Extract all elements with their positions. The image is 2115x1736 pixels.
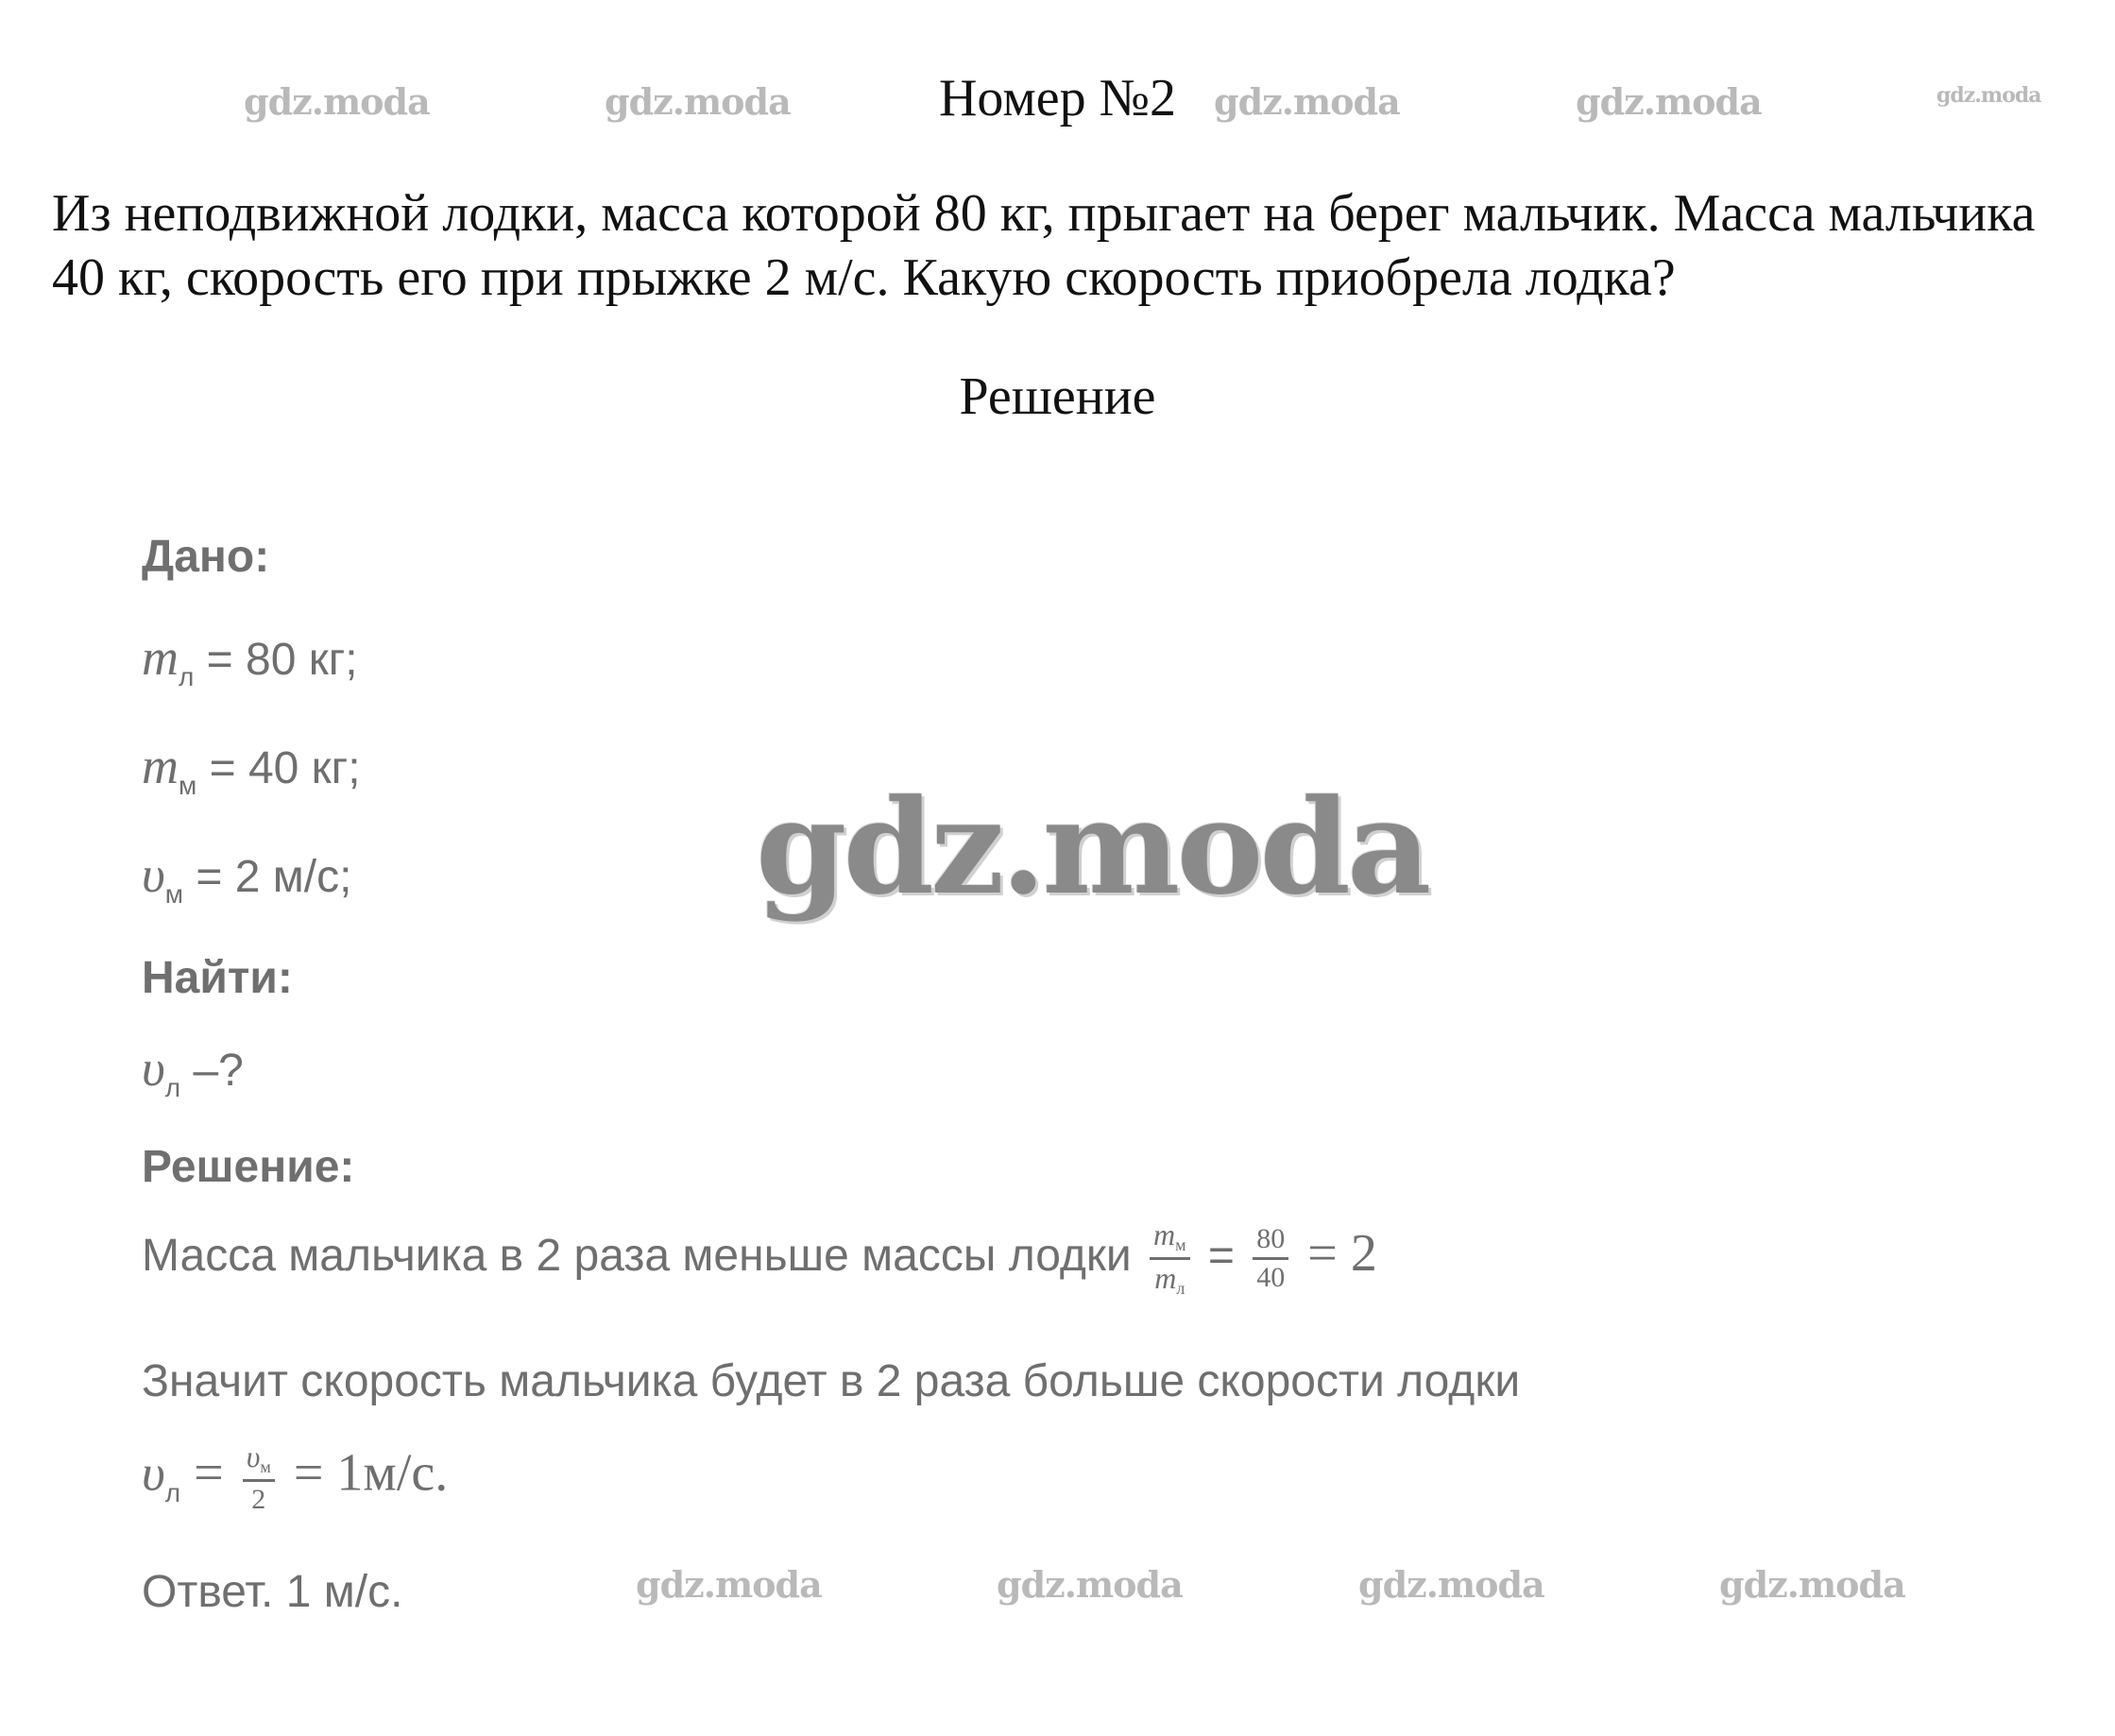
watermark: gdz.moda xyxy=(1214,80,1400,123)
solution-heading: Решение xyxy=(959,367,1156,426)
watermark: gdz.moda xyxy=(997,1563,1183,1606)
watermark: gdz.moda xyxy=(1576,80,1762,123)
given-mass-boat: $m_л = 80$ кг; xyxy=(142,629,358,691)
velocity-fraction: $\frac{\upsilon_м}{2}$ xyxy=(243,1440,275,1516)
problem-statement: Из неподвижной лодки, масса которой 80 кг, прыгает на берег мальчик. Масса мальчика 40 кг, скорость его при прыжке 2 м/с. Какую скорость приобрела лодка? xyxy=(52,184,2036,307)
solution-line-mass-ratio: Масса мальчика в 2 раза меньше массы лодки $\frac{m_м}{m_л}$ = $\frac{80}{40}$ = 2 xyxy=(142,1217,1377,1298)
numeric-fraction: $\frac{80}{40}$ xyxy=(1253,1223,1288,1294)
given-label: Дано: xyxy=(142,532,270,582)
page-title: Номер №2 xyxy=(938,69,1177,128)
answer: Ответ. 1 м/с. xyxy=(142,1567,403,1617)
watermark: gdz.moda xyxy=(1358,1563,1544,1606)
find-label: Найти: xyxy=(142,953,293,1003)
given-velocity-boy: $\upsilon_м = 2$ м/с; xyxy=(142,846,352,909)
solution-line-velocity-statement: Значит скорость мальчика будет в 2 раза больше скорости лодки xyxy=(142,1356,1521,1406)
watermark: gdz.moda xyxy=(1936,83,2041,108)
watermark-large: gdz.moda xyxy=(756,770,1428,924)
watermark: gdz.moda xyxy=(1719,1563,1905,1606)
watermark: gdz.moda xyxy=(244,80,430,123)
find-velocity-boat: $\upsilon_л$ –? xyxy=(142,1040,244,1102)
solution-line-velocity-formula: $\upsilon_л$ = $\frac{\upsilon_м}{2}$ = 1м/с. xyxy=(142,1439,449,1515)
mass-ratio-fraction: $\frac{m_м}{m_л}$ xyxy=(1150,1218,1190,1299)
given-mass-boy: $m_м = 40$ кг; xyxy=(142,738,361,800)
watermark: gdz.moda xyxy=(605,80,791,123)
watermark: gdz.moda xyxy=(636,1563,822,1606)
solution-label: Решение: xyxy=(142,1142,355,1192)
